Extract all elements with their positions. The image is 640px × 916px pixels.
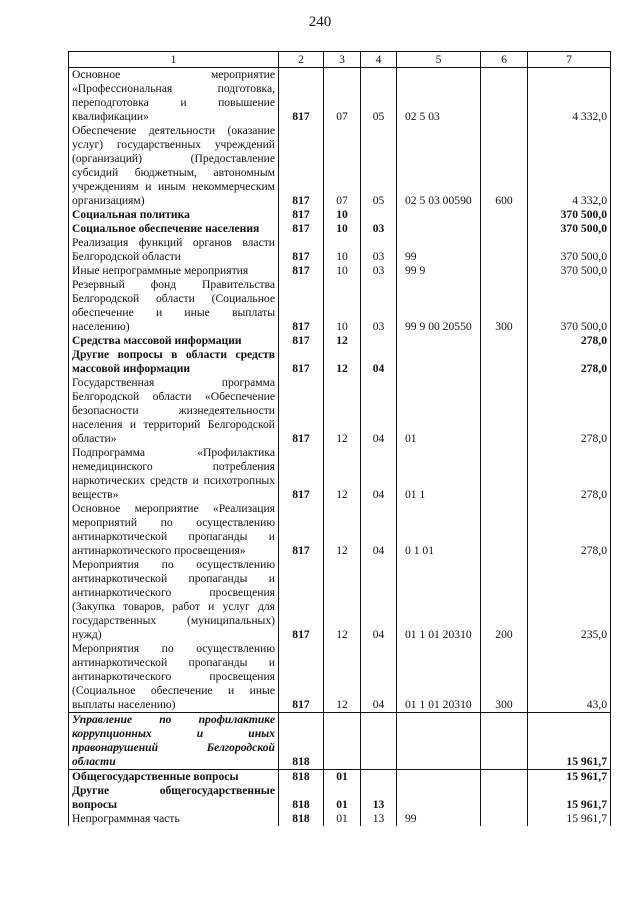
row-cell-col-7: 278,0: [528, 334, 611, 348]
row-cell-col-2: 818: [279, 812, 324, 826]
page-number: 240: [308, 14, 332, 30]
row-cell-col-5: 02 5 03: [397, 68, 481, 125]
row-name-cell: Другие вопросы в области средств массовой информации: [69, 348, 279, 376]
table-row: [69, 208, 611, 222]
row-cell-col-7: 370 500,0: [528, 264, 611, 278]
row-cell-col-5: 99: [397, 236, 481, 264]
row-cell-col-7: 278,0: [528, 502, 611, 558]
row-cell-col-5: [397, 784, 481, 812]
row-cell-col-4: [361, 334, 397, 348]
row-cell-col-4: 04: [361, 446, 397, 502]
row-cell-col-3: 10: [324, 278, 361, 334]
row-cell-col-2: 817: [279, 68, 324, 125]
table-row: [69, 278, 611, 334]
row-cell-col-7: 370 500,0: [528, 208, 611, 222]
row-cell-col-6: [481, 236, 528, 264]
row-cell-col-7: 4 332,0: [528, 124, 611, 208]
row-name-cell: Средства массовой информации: [69, 334, 279, 348]
row-cell-col-7: 15 961,7: [528, 770, 611, 785]
row-cell-col-2: 817: [279, 558, 324, 642]
row-cell-col-5: 01 1: [397, 446, 481, 502]
table-row: [69, 334, 611, 348]
row-cell-col-2: 818: [279, 770, 324, 785]
table-row: [69, 236, 611, 264]
row-cell-col-2: 817: [279, 376, 324, 446]
row-cell-col-4: 13: [361, 784, 397, 812]
row-cell-col-4: [361, 713, 397, 770]
row-cell-col-5: 99: [397, 812, 481, 826]
row-cell-col-2: 818: [279, 713, 324, 770]
row-cell-col-4: [361, 770, 397, 785]
row-cell-col-2: 817: [279, 264, 324, 278]
row-cell-col-5: 01: [397, 376, 481, 446]
row-name-cell: Социальное обеспечение населения: [69, 222, 279, 236]
row-name-cell: Реализация функций органов власти Белгородской области: [69, 236, 279, 264]
row-cell-col-4: 03: [361, 278, 397, 334]
row-cell-col-6: [481, 713, 528, 770]
row-cell-col-3: 10: [324, 208, 361, 222]
row-cell-col-7: 43,0: [528, 642, 611, 713]
row-cell-col-4: 04: [361, 558, 397, 642]
row-cell-col-5: 01 1 01 20310: [397, 642, 481, 713]
row-name-cell: Другие общегосударственные вопросы: [69, 784, 279, 812]
table-header-row: [69, 52, 611, 68]
row-cell-col-2: 817: [279, 208, 324, 222]
row-cell-col-5: 01 1 01 20310: [397, 558, 481, 642]
row-cell-col-2: 817: [279, 334, 324, 348]
table-row: [69, 770, 611, 785]
row-name-cell: Общегосударственные вопросы: [69, 770, 279, 785]
header-col-4: 4: [361, 52, 397, 68]
row-cell-col-6: [481, 334, 528, 348]
row-cell-col-2: 817: [279, 222, 324, 236]
budget-table: [68, 51, 611, 826]
row-cell-col-5: [397, 348, 481, 376]
row-cell-col-6: [481, 770, 528, 785]
row-cell-col-5: 02 5 03 00590: [397, 124, 481, 208]
row-cell-col-3: 10: [324, 264, 361, 278]
row-cell-col-4: 03: [361, 264, 397, 278]
table-row: [69, 222, 611, 236]
row-cell-col-2: 817: [279, 502, 324, 558]
row-cell-col-3: 12: [324, 348, 361, 376]
row-cell-col-2: 817: [279, 124, 324, 208]
row-cell-col-5: 99 9 00 20550: [397, 278, 481, 334]
row-cell-col-7: 278,0: [528, 348, 611, 376]
row-cell-col-4: 04: [361, 376, 397, 446]
row-name-cell: Социальная политика: [69, 208, 279, 222]
table-row: [69, 446, 611, 502]
row-cell-col-4: 04: [361, 348, 397, 376]
header-col-1: 1: [69, 52, 279, 68]
table-row: [69, 68, 611, 125]
row-name-cell: Мероприятия по осуществлению антинаркотической пропаганды и антинаркотического просвещения (Закупка товаров, работ и услуг для государственных (муниципальных) нужд): [69, 558, 279, 642]
row-cell-col-6: [481, 348, 528, 376]
table-row: [69, 348, 611, 376]
row-name-cell: Государственная программа Белгородской области «Обеспечение безопасности жизнедеятельности населения и территорий Белгородской области»: [69, 376, 279, 446]
row-cell-col-4: [361, 208, 397, 222]
row-name-cell: Основное мероприятие «Профессиональная подготовка, переподготовка и повышение квалификации»: [69, 68, 279, 125]
row-cell-col-2: 818: [279, 784, 324, 812]
row-name-cell: Основное мероприятие «Реализация мероприятий по осуществлению антинаркотической пропаганды и антинаркотического просвещения»: [69, 502, 279, 558]
row-cell-col-2: 817: [279, 642, 324, 713]
row-name-cell: Непрограммная часть: [69, 812, 279, 826]
row-cell-col-6: [481, 208, 528, 222]
row-cell-col-3: 12: [324, 502, 361, 558]
row-cell-col-2: 817: [279, 278, 324, 334]
table-row: [69, 713, 611, 770]
table-row: [69, 124, 611, 208]
row-cell-col-3: 01: [324, 770, 361, 785]
row-cell-col-6: [481, 446, 528, 502]
table-body: [69, 68, 611, 827]
row-cell-col-4: 05: [361, 124, 397, 208]
row-cell-col-5: [397, 222, 481, 236]
row-cell-col-6: [481, 264, 528, 278]
row-cell-col-3: 12: [324, 642, 361, 713]
row-name-cell: Подпрограмма «Профилактика немедицинского потребления наркотических средств и психотропных веществ»: [69, 446, 279, 502]
row-cell-col-7: 370 500,0: [528, 236, 611, 264]
row-cell-col-7: 235,0: [528, 558, 611, 642]
row-cell-col-6: 300: [481, 642, 528, 713]
row-cell-col-6: [481, 376, 528, 446]
row-cell-col-7: 370 500,0: [528, 222, 611, 236]
row-name-cell: Иные непрограммные мероприятия: [69, 264, 279, 278]
row-cell-col-6: 300: [481, 278, 528, 334]
row-cell-col-5: [397, 208, 481, 222]
header-col-7: 7: [528, 52, 611, 68]
row-cell-col-4: 03: [361, 236, 397, 264]
row-cell-col-3: 10: [324, 236, 361, 264]
row-cell-col-3: 12: [324, 334, 361, 348]
row-cell-col-3: 12: [324, 558, 361, 642]
row-name-cell: Резервный фонд Правительства Белгородской области (Социальное обеспечение и иные выплаты населению): [69, 278, 279, 334]
table-row: [69, 812, 611, 826]
table-row: [69, 558, 611, 642]
row-cell-col-3: 12: [324, 376, 361, 446]
row-name-cell: Обеспечение деятельности (оказание услуг) государственных учреждений (организаций) (Предоставление субсидий бюджетным, автономным учреждениям и иным некоммерческим организациям): [69, 124, 279, 208]
row-cell-col-6: [481, 502, 528, 558]
row-cell-col-6: [481, 784, 528, 812]
header-col-5: 5: [397, 52, 481, 68]
row-cell-col-3: 01: [324, 812, 361, 826]
table-row: [69, 264, 611, 278]
table-row: [69, 784, 611, 812]
row-cell-col-2: 817: [279, 446, 324, 502]
row-cell-col-5: [397, 713, 481, 770]
table-row: [69, 502, 611, 558]
row-cell-col-5: [397, 770, 481, 785]
row-cell-col-7: 370 500,0: [528, 278, 611, 334]
row-cell-col-3: 10: [324, 222, 361, 236]
row-name-cell: Управление по профилактике коррупционных и иных правонарушений Белгородской области: [69, 713, 279, 770]
row-cell-col-3: 01: [324, 784, 361, 812]
header-col-3: 3: [324, 52, 361, 68]
row-cell-col-4: 04: [361, 502, 397, 558]
table-row: [69, 642, 611, 713]
row-cell-col-5: 0 1 01: [397, 502, 481, 558]
row-cell-col-7: 278,0: [528, 376, 611, 446]
row-cell-col-4: 13: [361, 812, 397, 826]
row-name-cell: Мероприятия по осуществлению антинаркотической пропаганды и антинаркотического просвещения (Социальное обеспечение и иные выплаты населению): [69, 642, 279, 713]
row-cell-col-4: 03: [361, 222, 397, 236]
row-cell-col-4: 05: [361, 68, 397, 125]
row-cell-col-6: 600: [481, 124, 528, 208]
header-col-2: 2: [279, 52, 324, 68]
row-cell-col-6: [481, 68, 528, 125]
table-row: [69, 376, 611, 446]
row-cell-col-7: 15 961,7: [528, 784, 611, 812]
row-cell-col-6: 200: [481, 558, 528, 642]
row-cell-col-6: [481, 222, 528, 236]
row-cell-col-3: [324, 713, 361, 770]
row-cell-col-5: [397, 334, 481, 348]
row-cell-col-7: 4 332,0: [528, 68, 611, 125]
row-cell-col-6: [481, 812, 528, 826]
header-col-6: 6: [481, 52, 528, 68]
row-cell-col-7: 15 961,7: [528, 812, 611, 826]
row-cell-col-2: 817: [279, 348, 324, 376]
row-cell-col-4: 04: [361, 642, 397, 713]
row-cell-col-3: 07: [324, 124, 361, 208]
row-cell-col-5: 99 9: [397, 264, 481, 278]
row-cell-col-2: 817: [279, 236, 324, 264]
row-cell-col-3: 12: [324, 446, 361, 502]
row-cell-col-3: 07: [324, 68, 361, 125]
row-cell-col-7: 278,0: [528, 446, 611, 502]
row-cell-col-7: 15 961,7: [528, 713, 611, 770]
